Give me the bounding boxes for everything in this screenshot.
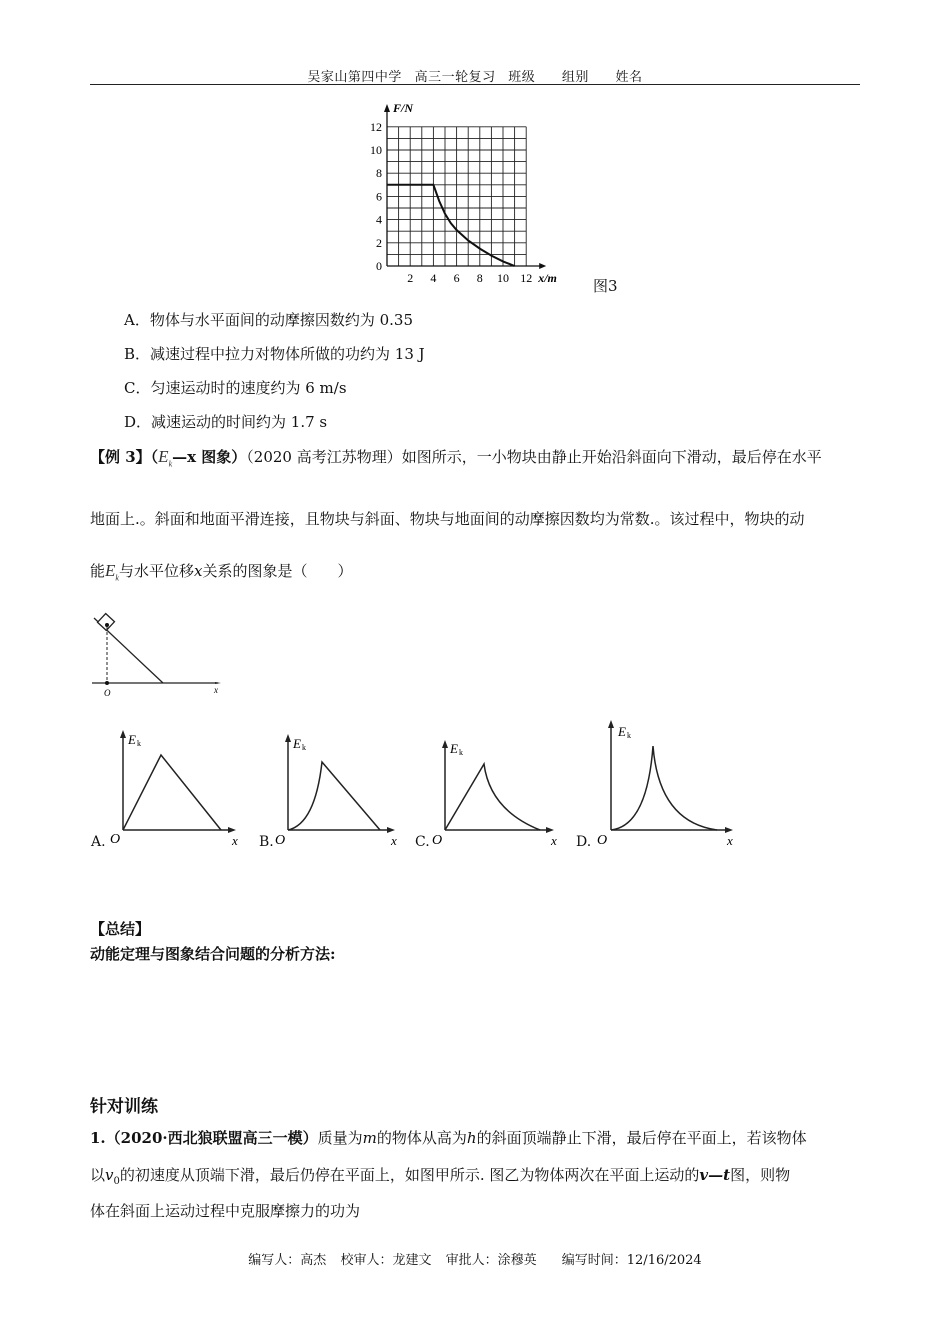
x-tick-label: 2 xyxy=(407,271,414,285)
graph-a-curve xyxy=(123,755,221,830)
option-c: C．匀速运动时的速度约为 6 m/s xyxy=(124,379,347,397)
graph-a-y-label: E xyxy=(128,732,136,747)
class-label: 班级 xyxy=(508,70,536,85)
ek-symbol-2: $E_k$ xyxy=(105,561,119,583)
x-tick-label: 12 xyxy=(520,271,533,285)
group-label: 组别 xyxy=(561,70,589,85)
y-tick-label: 8 xyxy=(376,166,382,181)
force-curve xyxy=(387,185,515,266)
figure3-chart xyxy=(360,100,590,290)
graph-b-x-label: x xyxy=(391,833,397,848)
q1-line2: 以$v_0$的初速度从顶端下滑，最后仍停在平面上，如图甲所示. 图乙为物体两次在平面上运动的v—t图，则物 xyxy=(90,1166,791,1187)
x-axis-label: x/m xyxy=(538,271,557,285)
svg-text:k: k xyxy=(459,748,463,757)
origin-dot xyxy=(105,681,109,685)
incline-origin: O xyxy=(104,688,111,698)
summary-method: 动能定理与图象结合问题的分析方法: xyxy=(90,945,336,963)
header-rule xyxy=(90,84,860,85)
graph-b xyxy=(275,732,405,848)
y-tick-label: 4 xyxy=(376,212,382,227)
y-tick-label: 12 xyxy=(370,119,382,134)
x-arrow xyxy=(215,682,221,684)
training-title: 针对训练 xyxy=(90,1097,158,1117)
graph-c-origin: O xyxy=(432,833,443,848)
y-tick-label: 0 xyxy=(376,259,382,273)
example3-line3: 能$E_k$与水平位移x关系的图象是（ ） xyxy=(90,561,353,583)
graph-a xyxy=(108,728,248,848)
x-tick-label: 8 xyxy=(476,271,483,285)
graph-c xyxy=(432,738,564,848)
name-label: 姓名 xyxy=(615,70,643,85)
graph-d xyxy=(593,718,743,848)
graph-d-y-label: E xyxy=(618,724,626,739)
page-header xyxy=(0,66,950,85)
graph-c-y-label: E xyxy=(450,741,458,756)
example3-line1 xyxy=(90,446,822,468)
svg-text:k: k xyxy=(302,743,306,752)
graph-b-y-label: E xyxy=(293,736,301,751)
option-b: B．减速过程中拉力对物体所做的功约为 13 J xyxy=(124,345,425,363)
graph-a-x-label: x xyxy=(232,833,238,848)
option-a: A．物体与水平面间的动摩擦因数约为 0.35 xyxy=(124,311,414,329)
example3-type: —x 图象） xyxy=(172,448,247,466)
graph-b-origin: O xyxy=(275,833,286,848)
svg-text:k: k xyxy=(627,731,631,740)
graph-a-label: A. xyxy=(91,834,106,850)
figure3-caption: 图3 xyxy=(593,277,618,295)
q1-line3: 体在斜面上运动过程中克服摩擦力的功为 xyxy=(90,1202,361,1220)
graph-a-origin: O xyxy=(110,832,121,847)
graph-c-x-label: x xyxy=(551,833,557,848)
example3-line2: 地面上.。斜面和地面平滑连接，且物块与斜面、物块与地面间的动摩擦因数均为常数.。该过程中，物块的动 xyxy=(90,510,805,528)
graph-d-curve xyxy=(611,746,717,830)
block xyxy=(98,614,115,631)
block-center xyxy=(105,623,109,627)
graph-d-x-label: x xyxy=(727,833,733,848)
graph-d-origin: O xyxy=(597,833,608,848)
graph-c-label: C. xyxy=(415,834,430,850)
ek-symbol: $E_k$ xyxy=(158,447,173,469)
y-tick-label: 6 xyxy=(376,189,382,204)
svg-text:k: k xyxy=(137,739,141,748)
incline-x-label: x xyxy=(214,685,218,695)
page-footer xyxy=(0,1249,950,1268)
graph-b-label: B. xyxy=(259,834,274,850)
x-tick-label: 4 xyxy=(430,271,437,285)
graph-b-curve xyxy=(288,762,380,830)
q1-source: 1.（2020·西北狼联盟高三一模） xyxy=(90,1129,318,1147)
example3-text1: 如图所示，一小物块由静止开始沿斜面向下滑动，最后停在水平 xyxy=(401,448,822,466)
y-tick-label: 2 xyxy=(376,235,382,250)
y-axis-arrow xyxy=(384,104,390,112)
school-name: 吴家山第四中学 xyxy=(307,70,402,85)
footer-date: 编写时间：12/16/2024 xyxy=(561,1253,702,1268)
option-d: D．减速运动的时间约为 1.7 s xyxy=(124,413,328,431)
x-axis-arrow xyxy=(539,263,546,269)
y-axis-label: F/N xyxy=(393,101,414,115)
footer-approver: 审批人：涂穆英 xyxy=(445,1253,537,1268)
graph-d-label: D. xyxy=(576,834,592,850)
x-tick-label: 6 xyxy=(453,271,460,285)
q1-line1: 1.（2020·西北狼联盟高三一模）质量为m的物体从高为h的斜面顶端静止下滑，最后停在平面上，若该物体 xyxy=(90,1129,807,1147)
x-tick-label: 10 xyxy=(497,271,509,285)
footer-reviewer: 校审人：龙建文 xyxy=(340,1253,432,1268)
example3-tag: 【例 3】（ xyxy=(90,448,159,466)
summary-title: 【总结】 xyxy=(90,920,151,938)
graph-c-curve xyxy=(445,764,540,830)
example3-source: （2020 高考江苏物理） xyxy=(246,448,402,466)
footer-author: 编写人：高杰 xyxy=(248,1253,327,1268)
y-tick-label: 10 xyxy=(370,143,382,157)
incline-diagram xyxy=(88,610,228,700)
course-name: 高三一轮复习 xyxy=(414,70,496,85)
